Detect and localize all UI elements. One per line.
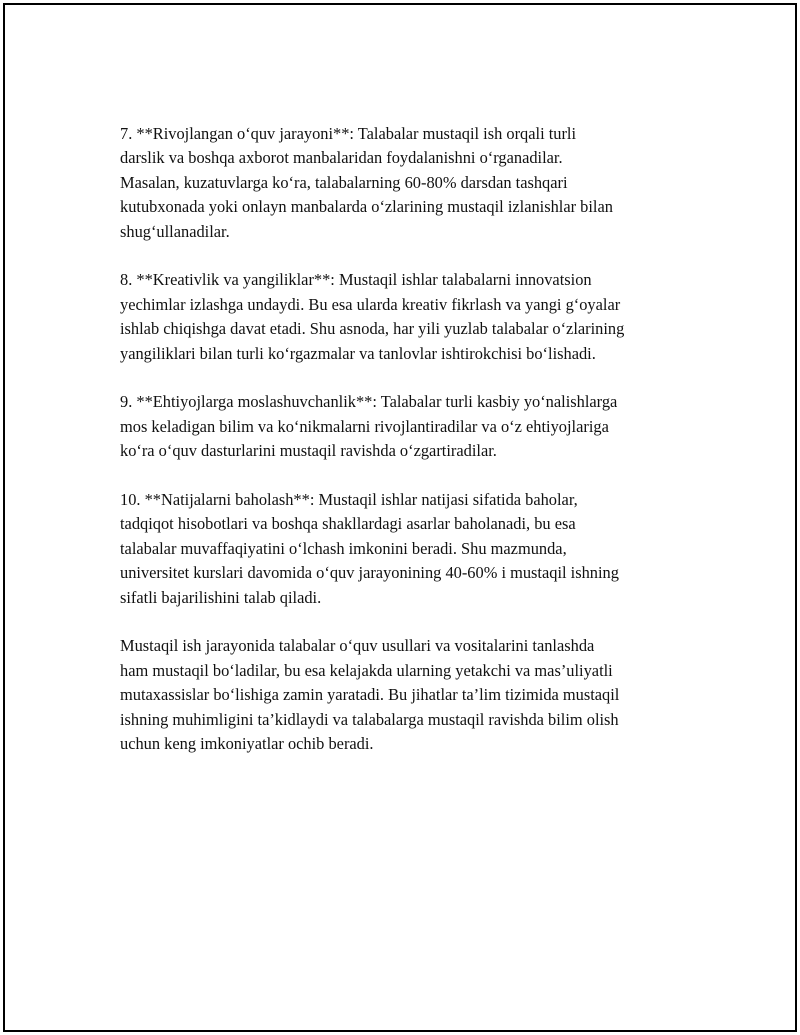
paragraph-kreativlik-va-yangiliklar: 8. **Kreativlik va yangiliklar**: Mustaqil ishlar talabalarni innovatsion yechimlar izlashga undaydi. Bu esa ularda kreativ fikrlash va yangi g‘oyalar ishlab chiqishga davat etadi. Shu asnoda, har yili yuzlab talabalar o‘zlarining yangiliklari bilan turli ko‘rgazmalar va tanlovlar ishtirokchisi bo‘lishadi. bbox=[120, 270, 625, 363]
paragraph-ehtiyojlarga-moslashuvchanlik: 9. **Ehtiyojlarga moslashuvchanlik**: Talabalar turli kasbiy yo‘nalishlarga mos keladigan bilim va ko‘nikmalarni rivojlantiradilar va o‘z ehtiyojlariga ko‘ra o‘quv dasturlarini mustaqil ravishda o‘zgartiradilar. bbox=[120, 392, 618, 461]
paragraph-rivojlangan-oquv-jarayoni: 7. **Rivojlangan o‘quv jarayoni**: Talabalar mustaqil ish orqali turli darslik va boshqa axborot manbalaridan foydalanishni o‘rganadilar. Masalan, kuzatuvlarga ko‘ra, talabalarning 60-80% darsdan tashqari kutubxonada yoki onlayn manbalarda o‘zlarining mustaqil izlanishlar bilan shug‘ullanadilar. bbox=[120, 124, 613, 241]
document-body bbox=[120, 122, 690, 781]
paragraph-conclusion: Mustaqil ish jarayonida talabalar o‘quv usullari va vositalarini tanlashda ham mustaqil bo‘ladilar, bu esa kelajakda ularning yetakchi va mas’uliyatli mutaxassislar bo‘lishiga zamin yaratadi. Bu jihatlar ta’lim tizimida mustaqil ishning muhimligini ta’kidlaydi va talabalarga mustaqil ravishda bilim olish uchun keng imkoniyatlar ochib beradi. bbox=[120, 636, 620, 754]
paragraph-natijalarni-baholash: 10. **Natijalarni baholash**: Mustaqil ishlar natijasi sifatida baholar, tadqiqot hisobotlari va boshqa shakllardagi asarlar baholanadi, bu esa talabalar muvaffaqiyatini o‘lchash imkonini beradi. Shu mazmunda, universitet kurslari davomida o‘quv jarayonining 40-60% i mustaqil ishning sifatli bajarilishini talab qiladi. bbox=[120, 490, 619, 607]
page-border bbox=[3, 3, 797, 1032]
